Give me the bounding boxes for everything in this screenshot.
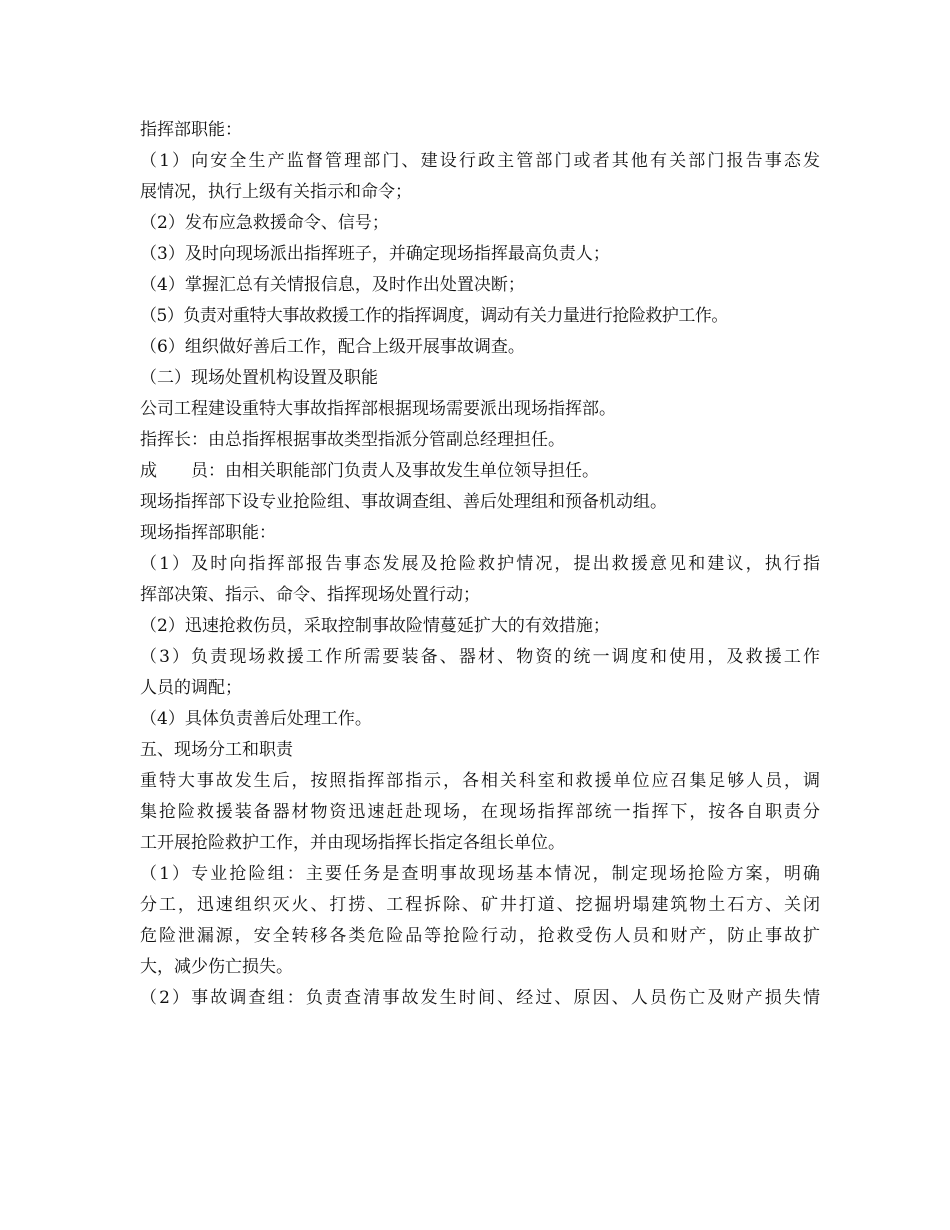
text-line: （2）事故调查组：负责查清事故发生时间、经过、原因、人员伤亡及财产损失情 (140, 988, 820, 1008)
section-heading: （二）现场处置机构设置及职能 (140, 368, 378, 388)
text-line: （1）向安全生产监督管理部门、建设行政主管部门或者其他有关部门报告事态发 (140, 151, 820, 171)
text-line: （6）组织做好善后工作，配合上级开展事故调查。 (140, 337, 525, 357)
text-line: 现场指挥部职能： (140, 523, 276, 543)
text-line: （2）迅速抢救伤员，采取控制事故险情蔓延扩大的有效措施； (140, 616, 610, 636)
text-line: 工开展抢险救护工作，并由现场指挥长指定各组长单位。 (140, 833, 565, 853)
text-line: 指挥长：由总指挥根据事故类型指派分管副总经理担任。 (140, 430, 565, 450)
text-line: （4）掌握汇总有关情报信息，及时作出处置决断； (140, 275, 525, 295)
text-line: 集抢险救援装备器材物资迅速赶赴现场，在现场指挥部统一指挥下，按各自职责分 (140, 802, 820, 822)
text-line: 危险泄漏源，安全转移各类危险品等抢险行动，抢救受伤人员和财产，防止事故扩 (140, 926, 820, 946)
text-line: （5）负责对重特大事故救援工作的指挥调度，调动有关力量进行抢险救护工作。 (140, 306, 728, 326)
text-line: （1）及时向指挥部报告事态发展及抢险救护情况，提出救援意见和建议，执行指 (140, 554, 820, 574)
section-heading: 五、现场分工和职责 (140, 740, 293, 760)
text-line: 展情况，执行上级有关指示和命令； (140, 182, 412, 202)
text-line: 人员的调配； (140, 678, 242, 698)
text-line: 成 员：由相关职能部门负责人及事故发生单位领导担任。 (140, 461, 599, 481)
text-line: （2）发布应急救援命令、信号； (140, 213, 389, 233)
text-line: 指挥部职能： (140, 120, 242, 140)
text-line: 挥部决策、指示、命令、指挥现场处置行动； (140, 585, 480, 605)
text-line: （1）专业抢险组：主要任务是查明事故现场基本情况，制定现场抢险方案，明确 (140, 864, 820, 884)
document-body (140, 115, 820, 1014)
text-line: 公司工程建设重特大事故指挥部根据现场需要派出现场指挥部。 (140, 399, 616, 419)
text-line: 现场指挥部下设专业抢险组、事故调查组、善后处理组和预备机动组。 (140, 492, 667, 512)
text-line: （3）及时向现场派出指挥班子，并确定现场指挥最高负责人； (140, 244, 610, 264)
text-line: 重特大事故发生后，按照指挥部指示，各相关科室和救援单位应召集足够人员，调 (140, 771, 820, 791)
text-line: （4）具体负责善后处理工作。 (140, 709, 372, 729)
text-line: 分工，迅速组织灭火、打捞、工程拆除、矿井打道、挖掘坍塌建筑物土石方、关闭 (140, 895, 820, 915)
text-line: （3）负责现场救援工作所需要装备、器材、物资的统一调度和使用，及救援工作 (140, 647, 820, 667)
text-line: 大，减少伤亡损失。 (140, 957, 293, 977)
